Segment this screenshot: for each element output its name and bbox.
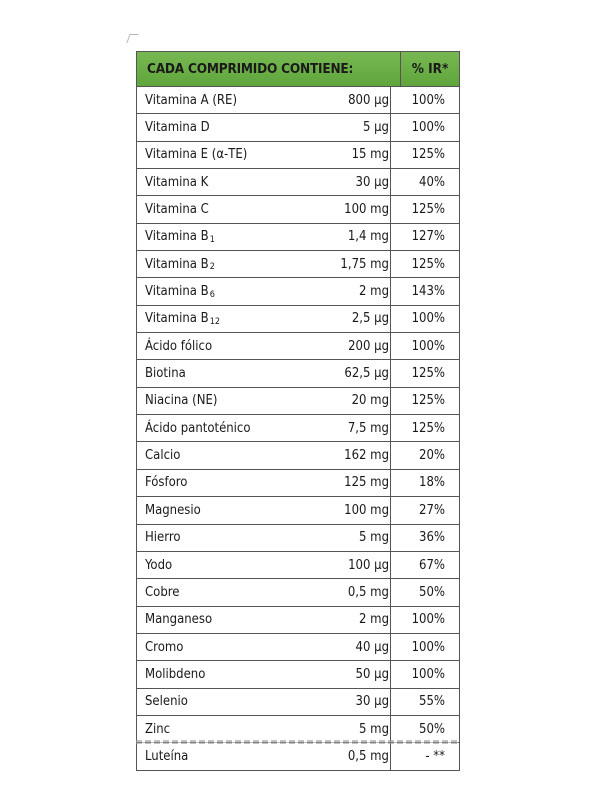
nutrient-label: Fósforo	[145, 475, 188, 491]
nutrient-name	[137, 579, 325, 605]
nutrient-amount: 5 µg	[325, 114, 391, 140]
table-row	[137, 497, 459, 524]
nutrient-percent: 125%	[411, 393, 445, 409]
nutrient-amount: 2 mg	[325, 278, 391, 304]
nutrient-name	[137, 634, 325, 660]
nutrient-percent: 100%	[411, 639, 445, 655]
nutrient-name	[137, 525, 325, 551]
nutrient-percent: 127%	[411, 229, 445, 245]
nutrient-amount: 0,5 mg	[325, 579, 391, 605]
nutrient-percent: 125%	[411, 366, 445, 382]
table-row	[137, 470, 459, 497]
nutrient-name	[137, 251, 325, 277]
table-row	[137, 634, 459, 661]
nutrient-percent: 27%	[419, 502, 445, 518]
nutrient-percent: 40%	[419, 174, 445, 190]
nutrient-label: Vitamina D	[145, 120, 210, 136]
table-row	[137, 169, 459, 196]
nutrient-label: Vitamina B	[145, 256, 209, 272]
table-row	[137, 579, 459, 606]
nutrient-amount: 2,5 µg	[325, 306, 391, 332]
nutrient-name	[137, 114, 325, 140]
nutrient-name	[137, 607, 325, 633]
nutrient-label: Vitamina B	[145, 311, 209, 327]
table-row	[137, 442, 459, 469]
nutrient-amount: 50 µg	[325, 661, 391, 687]
nutrient-label: Calcio	[145, 448, 181, 464]
nutrient-percent: 50%	[419, 584, 445, 600]
nutrient-subscript: 2	[209, 262, 215, 273]
nutrient-label: Molibdeno	[145, 666, 206, 682]
nutrient-name	[137, 552, 325, 578]
nutrient-subscript: 6	[209, 289, 215, 300]
nutrient-amount: 162 mg	[325, 442, 391, 468]
nutrient-percent: 100%	[411, 666, 445, 682]
nutrition-table	[136, 51, 460, 771]
nutrient-amount: 40 µg	[325, 634, 391, 660]
nutrient-name	[137, 661, 325, 687]
nutrient-name	[137, 333, 325, 359]
nutrient-label: Yodo	[145, 557, 173, 573]
nutrient-label: Cromo	[145, 639, 184, 655]
nutrient-name	[137, 142, 325, 168]
nutrient-label: Selenio	[145, 694, 188, 710]
nutrient-amount: 62,5 µg	[325, 360, 391, 386]
nutrient-name	[137, 689, 325, 715]
table-row	[137, 224, 459, 251]
table-row	[137, 87, 459, 114]
cut-off-footnote	[136, 740, 458, 744]
nutrient-name	[137, 169, 325, 195]
table-row	[137, 552, 459, 579]
nutrient-amount: 20 mg	[325, 388, 391, 414]
nutrient-amount: 30 µg	[325, 689, 391, 715]
nutrient-amount: 100 µg	[325, 552, 391, 578]
nutrient-percent: 36%	[419, 530, 445, 546]
nutrient-label: Vitamina A (RE)	[145, 92, 238, 108]
nutrient-percent: 125%	[411, 420, 445, 436]
nutrient-subscript: 1	[209, 234, 215, 245]
nutrient-subscript: 12	[209, 316, 220, 327]
table-row	[137, 251, 459, 278]
nutrient-percent: 143%	[411, 284, 445, 300]
nutrient-label: Vitamina E (α-TE)	[145, 147, 248, 163]
nutrient-label: Vitamina C	[145, 202, 209, 218]
table-row	[137, 360, 459, 387]
nutrient-percent: 125%	[411, 256, 445, 272]
table-row	[137, 278, 459, 305]
nutrient-percent: 18%	[419, 475, 445, 491]
header-pct-label: % IR*	[411, 61, 449, 77]
nutrient-amount: 30 µg	[325, 169, 391, 195]
nutrient-name	[137, 196, 325, 222]
table-row	[137, 306, 459, 333]
nutrient-amount: 100 mg	[325, 497, 391, 523]
nutrient-name	[137, 388, 325, 414]
nutrient-percent: 125%	[411, 202, 445, 218]
nutrient-percent: 100%	[411, 612, 445, 628]
nutrient-label: Cobre	[145, 584, 180, 600]
nutrient-percent: 67%	[419, 557, 445, 573]
table-row	[137, 743, 459, 769]
nutrient-percent: 100%	[411, 92, 445, 108]
nutrient-label: Vitamina K	[145, 174, 209, 190]
table-row	[137, 388, 459, 415]
crop-mark	[126, 34, 138, 43]
nutrient-label: Manganeso	[145, 612, 213, 628]
nutrient-amount: 125 mg	[325, 470, 391, 496]
nutrient-amount: 2 mg	[325, 607, 391, 633]
nutrient-name	[137, 306, 325, 332]
nutrient-percent: 55%	[419, 694, 445, 710]
nutrient-amount: 1,4 mg	[325, 224, 391, 250]
nutrient-name	[137, 470, 325, 496]
table-body	[137, 87, 459, 770]
nutrient-amount: 1,75 mg	[325, 251, 391, 277]
nutrient-label: Biotina	[145, 366, 186, 382]
nutrient-percent: 125%	[411, 147, 445, 163]
nutrient-name	[137, 224, 325, 250]
nutrient-name	[137, 360, 325, 386]
nutrient-label: Luteína	[145, 748, 189, 764]
nutrient-label: Hierro	[145, 530, 181, 546]
nutrient-name	[137, 743, 325, 769]
nutrient-percent: 100%	[411, 311, 445, 327]
nutrient-label: Zinc	[145, 721, 171, 737]
table-row	[137, 415, 459, 442]
nutrient-amount: 15 mg	[325, 142, 391, 168]
nutrient-percent: 100%	[411, 120, 445, 136]
nutrient-name	[137, 415, 325, 441]
table-row	[137, 196, 459, 223]
nutrient-name	[137, 87, 325, 113]
nutrient-percent: - **	[425, 748, 445, 764]
nutrient-amount: 200 µg	[325, 333, 391, 359]
nutrient-percent: 50%	[419, 721, 445, 737]
nutrient-percent: 100%	[411, 338, 445, 354]
table-row	[137, 525, 459, 552]
table-row	[137, 689, 459, 716]
nutrient-label: Vitamina B	[145, 284, 209, 300]
nutrient-amount: 5 mg	[325, 716, 391, 742]
table-row	[137, 142, 459, 169]
nutrient-name	[137, 278, 325, 304]
table-row	[137, 661, 459, 688]
nutrient-label: Ácido fólico	[145, 338, 213, 354]
nutrient-amount: 7,5 mg	[325, 415, 391, 441]
table-header	[137, 52, 459, 87]
nutrient-amount: 100 mg	[325, 196, 391, 222]
nutrient-label: Vitamina B	[145, 229, 209, 245]
table-row	[137, 114, 459, 141]
nutrient-name	[137, 442, 325, 468]
table-row	[137, 333, 459, 360]
header-title: CADA COMPRIMIDO CONTIENE:	[137, 52, 401, 86]
nutrient-name	[137, 716, 325, 742]
nutrient-name	[137, 497, 325, 523]
nutrient-amount: 5 mg	[325, 525, 391, 551]
nutrient-label: Niacina (NE)	[145, 393, 218, 409]
nutrient-label: Magnesio	[145, 502, 201, 518]
table-row	[137, 607, 459, 634]
nutrient-amount: 800 µg	[325, 87, 391, 113]
nutrient-label: Ácido pantoténico	[145, 420, 251, 436]
nutrient-percent: 20%	[419, 448, 445, 464]
nutrient-amount: 0,5 mg	[325, 743, 391, 769]
